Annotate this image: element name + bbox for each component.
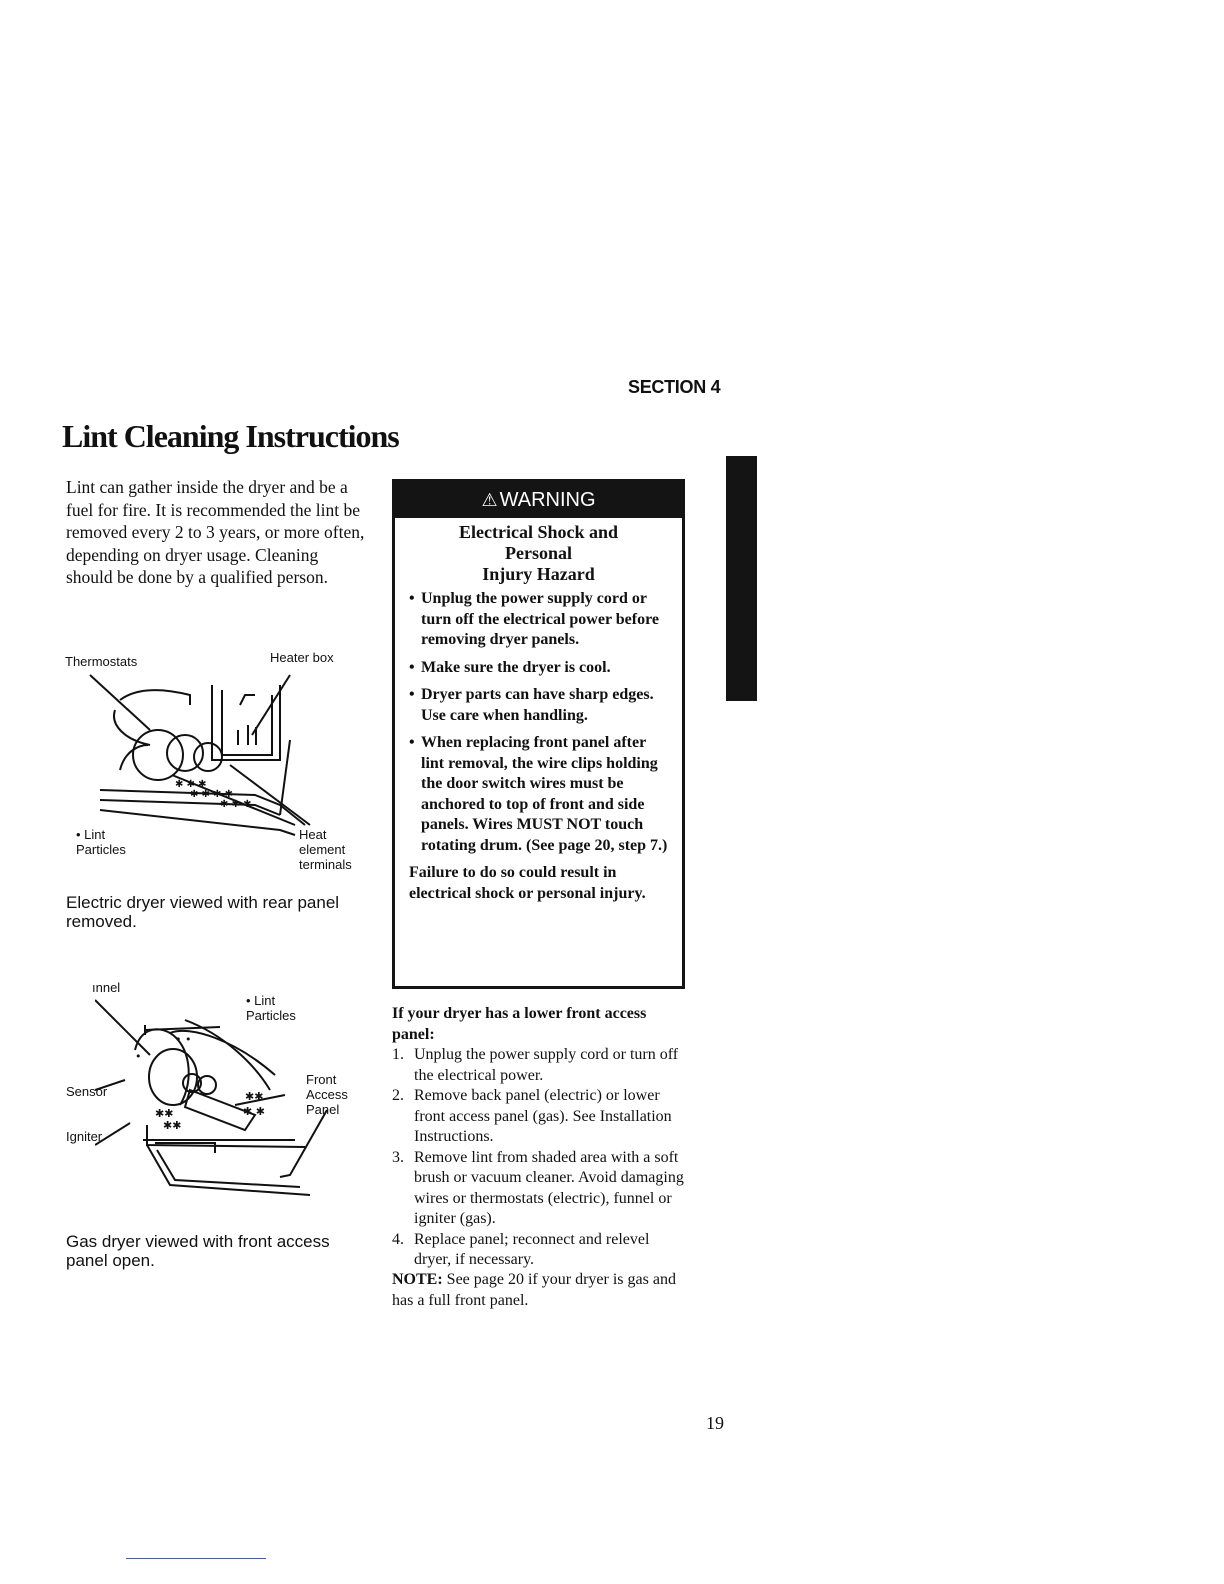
section-tab-marker [726,456,757,701]
step-text: Unplug the power supply cord or turn off the electrical power. [414,1046,679,1084]
step-text: Remove back panel (electric) or lower front access panel (gas). See Installation Instructions. [414,1087,672,1145]
warning-header [395,482,682,518]
page-title: Lint Cleaning Instructions [62,418,399,454]
step-number: 1. [392,1046,404,1063]
warning-bullet: • Make sure the dryer is cool. [409,658,669,679]
svg-text:✱✱: ✱✱ [163,1119,182,1132]
warning-triangle-icon: ⚠ [481,489,498,510]
section-label: SECTION 4 [628,377,721,397]
electric-dryer-illustration [80,665,320,840]
label-lint-particles-gas: • Lint Particles [246,993,296,1023]
label-heat-element-terminals: Heat element terminals [299,827,352,872]
warning-bullet: • When replacing front panel after lint removal, the wire clips holding the door switch wires must be anchored to top of front and side panels. Wires MUST NOT touch rotating drum. (See page 20, step 7.) [409,733,669,856]
note-label: NOTE: [392,1271,443,1288]
instruction-step [392,1086,687,1148]
svg-text:✱ ✱ ✱ ✱: ✱ ✱ ✱ ✱ [190,789,234,800]
warning-bullet: • Unplug the power supply cord or turn off the electrical power before removing dryer panels. [409,589,669,651]
svg-text:✱ ✱ ✱: ✱ ✱ ✱ [220,799,252,810]
instructions-heading: If your dryer has a lower front access panel: [392,1005,647,1043]
svg-text:✱ ✱: ✱ ✱ [243,1105,265,1118]
svg-text:✱✱: ✱✱ [155,1107,174,1120]
warning-bullet: • Dryer parts can have sharp edges. Use care when handling. [409,685,669,726]
warning-box [392,479,685,989]
intro-paragraph: Lint can gather inside the dryer and be a fuel for fire. It is recommended the lint be removed every 2 to 3 years, or more often, depending on dryer usage. Cleaning should be done by a qualified person. [66,477,365,587]
warning-footer: Failure to do so could result in electrical shock or personal injury. [409,864,646,902]
warning-bullets [409,589,669,856]
caption-gas-dryer: Gas dryer viewed with front access panel open. [66,1232,330,1270]
instruction-steps [392,1045,687,1271]
step-text: Remove lint from shaded area with a soft brush or vacuum cleaner. Avoid damaging wires or thermostats (electric), funnel or igniter (gas). [414,1148,684,1227]
label-thermostats: Thermostats [65,654,138,669]
instruction-step [392,1230,687,1271]
footer-rule [126,1558,266,1559]
hazard-title: Electrical Shock and Personal Injury Hazard [458,522,618,584]
page-number: 19 [706,1413,724,1433]
label-front-access-panel: Front Access Panel [306,1072,348,1117]
instruction-step [392,1148,687,1230]
warning-header-text: WARNING [499,488,596,511]
label-heater-box: Heater box [270,650,334,665]
instruction-step [392,1045,687,1086]
caption-electric-dryer: Electric dryer viewed with rear panel removed. [66,893,340,931]
step-number: 4. [392,1230,404,1248]
label-sensor: Sensor [66,1084,108,1099]
gas-dryer-illustration [95,995,330,1205]
label-igniter: Igniter [66,1129,103,1144]
label-lint-particles: • Lint Particles [76,827,126,857]
step-text: Replace panel; reconnect and relevel dryer, if necessary. [414,1230,650,1268]
label-funnel: ınnel [92,980,121,995]
note [392,1270,687,1311]
note-text: See page 20 if your dryer is gas and has a full front panel. [392,1271,676,1309]
svg-text:✱ ✱ ✱: ✱ ✱ ✱ [175,779,207,790]
step-number: 2. [392,1087,404,1104]
svg-text:•: • [135,1050,142,1063]
svg-text:• •: • • [175,1033,192,1046]
svg-text:✱✱: ✱✱ [245,1090,264,1103]
step-number: 3. [392,1148,404,1166]
